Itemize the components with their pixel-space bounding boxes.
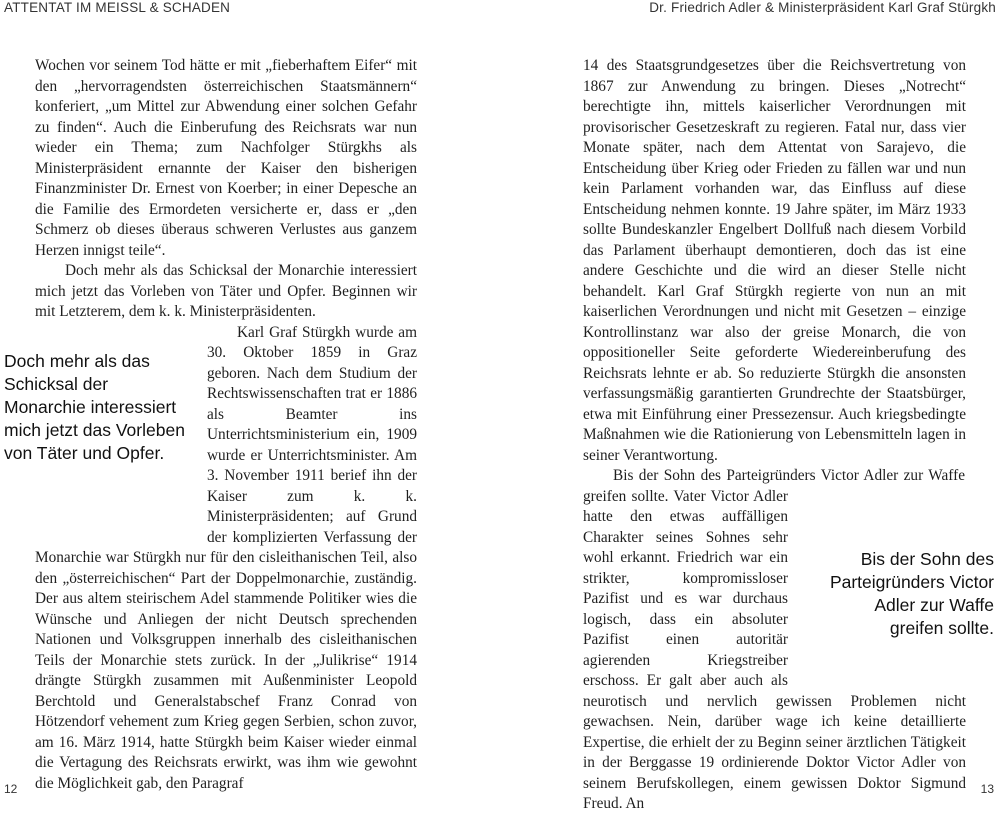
left-paragraph-1: Wochen vor seinem Tod hätte er mit „fieberhaftem Eifer“ mit den „hervorragendsten österreichischen Staatsmännern“ konferiert, „um Mittel zur Abwendung einer solchen Gefahr zu finden“. Auch die Einberufung des Reichsrats war nun wieder ein Thema; zum Nachfolger Stürgkhs als Ministerpräsident ernannte der Kaiser den bisherigen Finanzminister Dr. Ernest von Koerber; in einer Depesche an die Familie des Ermordeten versicherte er, dass er „den Schmerz ob dieses überaus schweren Verlustes aus ganzem Herzen innigst teile“. (35, 57, 417, 259)
right-paragraph-2: Bis der Sohn des Parteigründers Victor Adler zur Waffe greifen sollte. Vater Victor Adler hatte den etwas auffälligen Charakter seines Sohnes sehr wohl erkannt. Friedrich war ein strikter, kompromissloser Pazifist und es war durchaus logisch, dass ein absoluter Pazifist einen autoritär agierenden Kriegstreiber erschoss. Er galt aber auch als neurotisch und nervlich gewissen Problemen nicht gewachsen. Nein, darüber wage ich keine detaillierte Expertise, die erhielt der zu Beginn seiner ärztlichen Tätigkeit in der Berggasse 19 ordinierende Doktor Victor Adler von seinem Berufskollegen, einem gewissen Doktor Sigmund Freud. An (583, 467, 966, 812)
running-header-left: ATTENTAT IM MEISSL & SCHADEN (4, 0, 231, 15)
float-spacer (965, 466, 966, 506)
pull-quote-left: Doch mehr als das Schicksal der Monarchie interessiert mich jetzt das Vorleben von Täter und Opfer. (4, 351, 185, 463)
pull-quote-right: Bis der Sohn des Parteigründers Victor Adler zur Waffe greifen sollte. (829, 549, 994, 638)
running-header-right: Dr. Friedrich Adler & Ministerpräsident Karl Graf Stürgkh (649, 0, 996, 15)
page-number-right: 13 (980, 782, 994, 796)
left-paragraph-2: Doch mehr als das Schicksal der Monarchie interessiert mich jetzt das Vorleben von Täter und Opfer. Beginnen wir mit Letzterem, dem k. k. Ministerpräsidenten. (35, 262, 417, 320)
right-paragraph-1: 14 des Staatsgrundgesetzes über die Reichsvertretung von 1867 zur Anwendung zu bringen. Dieses „Notrecht“ berechtigte ihn, mittels kaiserlicher Verordnungen mit provisorischer Gesetzeskraft zu regieren. Fatal nur, dass vier Monate später, nach dem Attentat von Sarajevo, die Entscheidung über Krieg oder Frieden zu fällen war und nun kein Parlament vorhanden war, das Einfluss auf diese Entscheidung nehmen konnte. 19 Jahre später, im März 1933 sollte Bundeskanzler Engelbert Dollfuß nach diesem Vorbild das Parlament überhaupt demontieren, doch das ist eine andere Geschichte und die wird an dieser Stelle nicht behandelt. Karl Graf Stürgkh regierte von nun an mit kaiserlichen Verordnungen und nicht mit Gesetzen – einzige Kontrollinstanz war also der greise Monarch, die von oppositioneller Seite geforderte Wiedereinberufung des Reichsrats lehnte er ab. So reduzierte Stürgkh die ansonsten verfassungsmäßig garantierten Grundrechte der Staatsbürger, etwa mit Einführung einer Pressezensur. Auch kriegsbedingte Maßnahmen wie die Rationierung von Lebensmitteln lagen in seiner Verantwortung. (583, 57, 966, 464)
left-paragraph-3: Karl Graf Stürgkh wurde am 30. Oktober 1859 in Graz geboren. Nach dem Studium der Rechtswissenschaften trat er 1886 als Beamter ins Unterrichtsministerium ein, 1909 wurde er Unterrichtsminister. Am 3. November 1911 berief ihn der Kaiser zum k. k. Ministerpräsidenten; auf Grund der komplizierten Verfassung der Monarchie war Stürgkh nur für den cisleithanischen Teil, also den „österreichischen“ Part der Doppelmonarchie, zuständig. Der aus altem steirischem Adel stammende Politiker wies die Wünsche und Anliegen der nicht Deutsch sprechenden Nationen und Volksgruppen innerhalb des cisleithanischen Teils der Monarchie stets zurück. In der „Julikrise“ 1914 drängte Stürgkh zusammen mit Außenminister Leopold Berchtold und Generalstabschef Franz Conrad von Hötzendorf vehement zum Krieg gegen Serbien, schon zuvor, am 16. März 1914, hatte Stürgkh beim Kaiser wieder einmal die Vertagung des Reichsrats erwirkt, was ihm wie gewohnt die Möglichkeit gab, den Paragraf (35, 323, 417, 792)
page-number-left: 12 (4, 782, 18, 796)
right-page-body (583, 56, 966, 815)
